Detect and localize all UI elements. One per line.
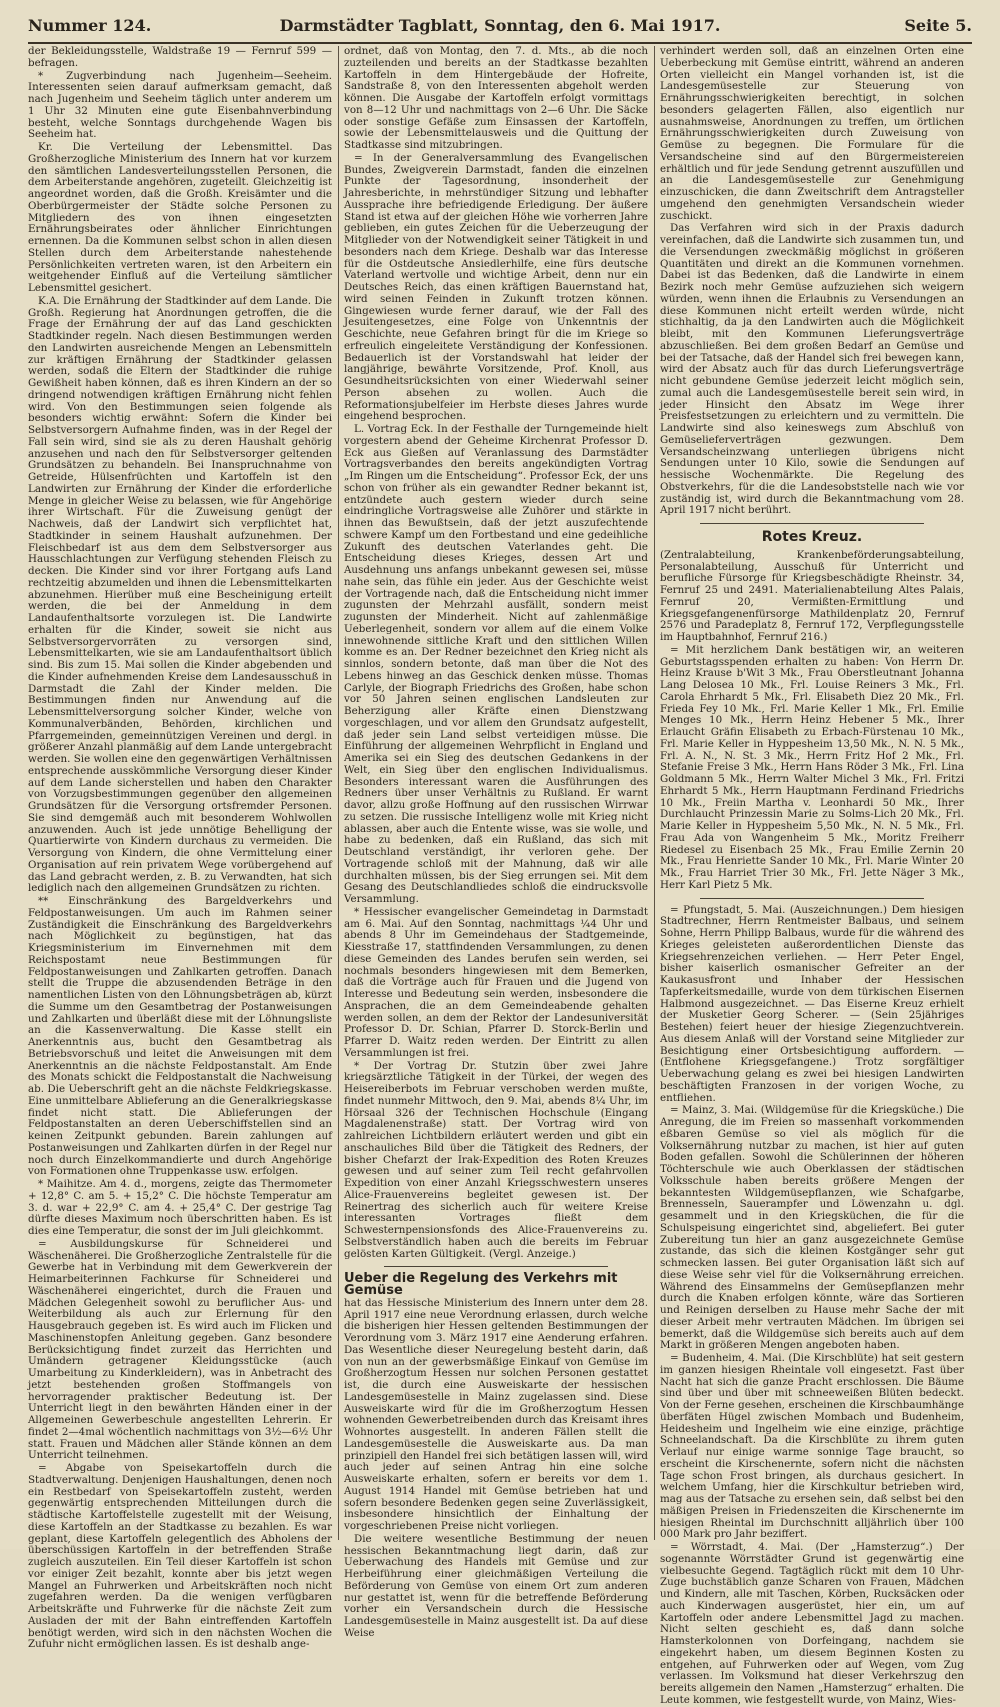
paper-title-date: Darmstädter Tagblatt, Sonntag, den 6. Mai 1917. bbox=[279, 16, 721, 35]
article-paragraph: = Ausbildungskurse für Schneiderei und Wäschenäherei. Die Großherzogliche Zentralstelle für die Gewerbe hat in Verbindung mit dem Gewerkverein der Heimarbeiterinnen Fachkurse für Schneiderei und Wäschenäherei eingerichtet, durch die Frauen und Mädchen Gelegenheit sowohl zu beruflicher Aus- und Weiterbildung als auch zur Erlernung für den Hausgebrauch gegeben ist. Es wird auch im Flicken und Maschinenstopfen Anleitung gegeben. Ganz besondere Berücksichtigung findet zurzeit das Herrichten und Umändern getragener Kleidungsstücke (auch Umarbeitung zu Kinderkleidern), was in Anbetracht des jetzt bestehenden großen Stoffmangels von hervorragender praktischer Bedeutung ist. Der Unterricht liegt in den bewährten Händen einer in der Allgemeinen Gewerbeschule angestellten Lehrerin. Er findet 2—4mal wöchentlich nachmittags von 3½—6½ Uhr statt. Frauen und Mädchen aller Stände können an dem Unterricht teilnehmen. bbox=[28, 1237, 332, 1462]
article-paragraph: K.A. Die Ernährung der Stadtkinder auf dem Lande. Die Großh. Regierung hat Anordnungen getroffen, die die Frage der Ernährung der auf das Land geschickten Stadtkinder regeln. Nach diesen Bestimmungen werden den Landwirten ausreichende Mengen an Lebensmitteln zur kräftigen Ernährung der Stadtkinder gelassen werden, sodaß die Eltern der Stadtkinder die ruhige Gewißheit haben können, daß es ihren Kindern an der so dringend notwendigen kräftigen Ernährung nicht fehlen wird. Von den Bestimmungen seien folgende als besonders wichtig erwähnt: Sofern die Kinder bei Selbstversorgern Aufnahme finden, was in der Regel der Fall sein wird, sind sie als zu deren Haushalt gehörig anzusehen und nach den für Selbstversorger geltenden Grundsätzen zu behandeln. Bei Inanspruchnahme von Getreide, Hülsenfrüchten und Kartoffeln ist den Landwirten zur Ernährung der Kinder die erforderliche Menge in gleicher Weise zu belassen, wie für Angehörige ihrer Wirtschaft. Für die Zuweisung genügt der Nachweis, daß der Landwirt sich verpflichtet hat, Stadtkinder in seinem Haushalt aufzunehmen. Der Fleischbedarf ist aus dem dem Selbstversorger aus Hausschlachtungen zur Verfügung stehenden Fleisch zu decken. Die Kinder sind vor ihrer Fortgang aufs Land rechtzeitig abzumelden und ihnen die Lebensmittelkarten abzunehmen. Hierüber muß eine Bescheinigung erteilt werden, die bei der Anmeldung in dem Landaufenthaltsorte vorzulegen ist. Die Landwirte erhalten für die Kinder, soweit sie nicht aus Selbstversorgervorräten zu versorgen sind, Lebensmittelkarten, wie sie am Landaufenthaltsort üblich sind. Bis zum 15. Mai sollen die Kinder abgebenden und die Kinder aufnehmenden Kreise dem Landesausschuß in Darmstadt die Zahl der Kinder melden. Die Bestimmungen finden nur Anwendung auf die Lebensmittelversorgung solcher Kinder, welche von Kommunalverbänden, Behörden, kirchlichen und Pfarrgemeinden, gemeinnützigen Vereinen und dergl. in größerer Anzahl planmäßig auf dem Lande untergebracht werden. Sie wollen eine den gegenwärtigen Verhältnissen entsprechende ausskömmliche Versorgung dieser Kinder auf dem Lande sicherstellen und haben den Charakter von Vorzugsbestimmungen gegenüber den allgemeinen Grundsätzen für die Versorgung ortsfremder Personen. Sie sind demgemäß auch mit besonderem Wohlwollen anzuwenden. Auch ist jede unnötige Behelligung der Quartierwirte von Kindern durchaus zu vermeiden. Die Versorgung von Kindern, die ohne Vermittelung einer Organisation auf rein privatem Wege vorübergehend auf das Land gebracht werden, z. B. zu Verwandten, hat sich lediglich nach den allgemeinen Grundsätzen zu richten. bbox=[28, 294, 332, 895]
section-divider bbox=[700, 898, 924, 899]
section-headline: Ueber die Regelung des Verkehrs mit Gemüse bbox=[344, 1271, 618, 1298]
column-3 bbox=[660, 45, 964, 1706]
article-paragraph: (Zentralabteilung, Krankenbeförderungsabteilung, Personalabteilung, Ausschuß für Unterricht und berufliche Fürsorge für Kriegsbeschädigte Rheinstr. 34, Fernruf 25 und 2491. Materialienabteilung Altes Palais, Fernruf 20, Vermißten-Ermittlung und Kriegsgefangenenfürsorge Mathildenplatz 20, Fernruf 2576 und Paradeplatz 8, Fernruf 172, Verpflegungsstelle im Hauptbahnhof, Fernruf 216.) bbox=[660, 548, 964, 643]
article-paragraph: ordnet, daß von Montag, den 7. d. Mts., ab die noch zuzteilenden und bereits an der Stadtkasse bezahlten Kartoffeln in dem Hintergebäude der Hofreite, Sandstraße 8, von den Interessenten abgeholt werden können. Die Ausgabe der Kartoffeln erfolgt vormittags von 8—12 Uhr und nachmittags von 2—6 Uhr. Die Säcke oder sonstige Gefäße zum Einsassen der Kartoffeln, sowie der Lebensmittelausweis und die Quittung der Stadtkasse sind mitzubringen. bbox=[344, 45, 648, 151]
article-paragraph: = Pfungstadt, 5. Mai. (Auszeichnungen.) Dem hiesigen Stadtrechner, Herrn Rentmeister Balbaus, und seinem Sohne, Herrn Philipp Balbaus, wurde für die während des Krieges geleisteten außerordentlichen Dienste das Kriegsehrenzeichen verliehen. — Herr Peter Engel, bisher kaiserlich osmanischer Gefreiter an der Kaukasusfront und Inhaber der Hessischen Tapferkeitsmedaille, wurde von dem türkischen Eisernen Halbmond ausgezeichnet. — Das Eiserne Kreuz erhielt der Musketier Georg Scherer. — (Sein 25jähriges Bestehen) feiert heuer der hiesige Ziegenzuchtverein. Aus diesem Anlaß will der Vorstand seine Mitglieder zur Besichtigung einer Ortsbesichtigung auffordern. — (Entflohene Kriegsgefangene.) Trotz sorgfältiger Ueberwachung gelang es zwei bei hiesigen Landwirten beschäftigten Franzosen in der vorigen Woche, zu entfliehen. bbox=[660, 903, 964, 1104]
article-paragraph: verhindert werden soll, daß an einzelnen Orten eine Ueberbeckung mit Gemüse eintritt, während an anderen Orten vielleicht ein Mangel vorhanden ist, ist die Landesgemüsestelle zur Steuerung von Ernährungsschwierigkeiten berechtigt, in solchen besonders gelagerten Fällen, also eigentlich nur ausnahmsweise, Anordnungen zu treffen, um örtlichen Ernährungsschwierigkeiten durch Zuweisung von Gemüse zu begegnen. Die Formulare für die Versandscheine sind auf den Bürgermeistereien erhältlich und für jede Sendung getrennt auszufüllen und an die Landesgemüsestelle zur Genehmigung einzuschicken, die dann Zweitschrift dem Antragsteller umgehend den genehmigten Versandschein wieder zuschickt. bbox=[660, 45, 964, 222]
article-paragraph: = Abgabe von Speisekartoffeln durch die Stadtverwaltung. Denjenigen Haushaltungen, denen noch ein Restbedarf von Speisekartoffeln zusteht, werden gegenwärtig entsprechenden Mitteilungen durch die städtische Kartoffelstelle zugestellt mit der Weisung, diese Kartoffeln an der Stadtkasse zu bezahlen. Es war geplant, diese Kartoffeln gelegentlich des Abholens der überschüssigen Kartoffeln in der betreffenden Straße zugleich auszuteilen. Ein Teil dieser Kartoffeln ist schon vor einiger Zeit bezahlt, konnte aber bis jetzt wegen Mangel an Fuhrwerken und Arbeitskräften noch nicht zugefahren werden. Da die wenigen verfügbaren Arbeitskräfte und Fuhrwerke für die nächste Zeit zum Ausladen der mit der Bahn eintreffenden Kartoffeln benötigt werden, wird sich in den nächsten Wochen die Zufuhr nicht ermöglichen lassen. Es ist deshalb ange- bbox=[28, 1462, 332, 1651]
article-paragraph: Die weitere wesentliche Bestimmung der neuen hessischen Bekanntmachung liegt darin, daß zur Ueberwachung des Handels mit Gemüse und zur Herbeiführung einer gleichmäßigen Verteilung die Beförderung von Gemüse von einem Ort zum anderen nur gestattet ist, wenn für die betreffende Beförderung vorher ein Versandschein durch die Hessische Landesgemüsestelle in Mainz ausgestellt ist. Da auf diese Weise bbox=[344, 1532, 648, 1639]
article-paragraph: * Der Vortrag Dr. Stutzin über zwei Jahre kriegsärztliche Tätigkeit in der Türkei, der wegen des Heisereiberbots im Februar verschoben werden mußte, findet nunmehr Mittwoch, den 9. Mai, abends 8¼ Uhr, im Hörsaal 326 der Technischen Hochschule (Eingang Magdalenenstraße) statt. Der Vortrag wird von zahlreichen Lichtbildern erläutert werden und gibt ein anschauliches Bild über die Tätigkeit des Redners, der bisher Chefarzt der Irak-Expedition des Roten Kreuzes gewesen und auf seiner zum Teil recht gefahrvollen Expedition von einer Anzahl Kriegsschwestern unseres Alice-Frauenvereins begleitet gewesen ist. Der Reinertrag des sicherlich auch für weitere Kreise interessanten Vortrages fließt dem Schwesternpensionsfonds des Alice-Frauenvereins zu. Selbstverständlich haben auch die bereits im Februar gelösten Karten Gültigkeit. (Vergl. Anzeige.) bbox=[344, 1059, 648, 1260]
article-paragraph: = Mainz, 3. Mai. (Wildgemüse für die Kriegsküche.) Die Anregung, die im Freien so massenhaft vorkommenden eßbaren Gemüse so viel als möglich für die Volksernährung nutzbar zu machen, ist hier auf guten Boden gefallen. Sowohl die Schülerinnen der höheren Töchterschule wie auch Oberklassen der städtischen Volksschule haben bereits größere Mengen der bekanntesten Wildgemüsepflanzen, wie Schafgarbe, Brennesseln, Sauerampfer und Löwenzahn u. dgl. gesammelt und in den Kriegsküchen, die für die Schulspeisung eingerichtet sind, abgeliefert. Bei guter Zubereitung tun hier an ganz ausgezeichnete Gemüse zustande, das sich die kleinen Kostgänger sehr gut schmecken lassen. Bei guter Organisation läßt sich auf diese Weise sehr viel für die Volksernährung erreichen. Während des Einsammelns der Gemüsepflanzen mehr durch die Knaben erfolgen könnte, wäre das Sortieren und Reinigen derselben zu Hause mehr Sache der mit dieser Arbeit mehr vertrauten Mädchen. Im übrigen sei bemerkt, daß die Wildgemüse sich bereits auch auf dem Markt in größeren Mengen angeboten haben. bbox=[660, 1104, 964, 1352]
page-number: Seite 5. bbox=[904, 16, 972, 35]
issue-number: Nummer 124. bbox=[28, 16, 152, 35]
article-paragraph: hat das Hessische Ministerium des Innern unter dem 28. April 1917 eine neue Verordnung erlassen, durch welche die bisherigen hier Hessen geltenden Bestimmungen der Verordnung vom 3. März 1917 eine Aenderung erfahren. Das Wesentliche dieser Neuregelung besteht darin, daß von nun an der gewerbsmäßige Einkauf von Gemüse im Großherzogtum Hessen nur solchen Personen gestattet ist, die durch eine Ausweiskarte der hessischen Landesgemüsestelle in Mainz zugelassen sind. Diese Ausweiskarte wird für die im Großherzogtum Hessen wohnenden Gewerbetreibenden durch das Kreisamt ihres Wohnortes ausgestellt. In anderen Fällen stellt die Landesgemüsestelle die Ausweiskarte aus. Da man prinzipiell den Handel frei sich betätigen lassen will, wird auch jeder auf seinen Antrag hin eine solche Ausweiskarte erhalten, sofern er bereits vor dem 1. August 1914 Handel mit Gemüse betrieben hat und sofern besondere Bedenken gegen seine Zuverlässigkeit, insbesondere hinsichtlich der Einhaltung der vorgeschriebenen Preise nicht vorliegen. bbox=[344, 1296, 648, 1532]
column-1 bbox=[28, 45, 332, 1651]
article-paragraph: = Wörrstadt, 4. Mai. (Der „Hamsterzug“.) Der sogenannte Wörrstädter Grund ist gegenwärtig eine vielbesuchte Gegend. Tagtäglich rückt mit dem 10 Uhr-Zuge buchstäblich ganze Scharen von Frauen, Mädchen und Kindern, alle mit Taschen, Körben, Rucksäcken oder auch Kinderwagen ausgerüstet, hier ein, um auf Kartoffeln oder andere Lebensmittel Jagd zu machen. Nicht selten geschieht es, daß dann solche Hamsterkolonnen von Dorfeingang, nachdem sie eingekehrt haben, um diesem Beginnen Kosten zu entgehen, auf Fuhrwerken oder auf Wegen, vom Zug verlassen. Im Volksmund hat dieser Verkehrszug den bereits allgemein den Namen „Hamsterzug“ erhalten. Die Leute kommen, wie festgestellt wurde, von Mainz, Wies- bbox=[660, 1541, 964, 1706]
article-paragraph: der Bekleidungsstelle, Waldstraße 19 — Fernruf 599 — befragen. bbox=[28, 45, 332, 69]
article-paragraph: Kr. Die Verteilung der Lebensmittel. Das Großherzogliche Ministerium des Innern hat vor kurzem den sämtlichen Landesverteilungsstellen Personen, die dem Arbeiterstande angehören, zugeteilt. Gleichzeitig ist angeordnet worden, daß die Großh. Kreisämter und die Oberbürgermeister der Städte solche Personen zu Mitgliedern des von ihnen eingesetzten Ernährungsbeirates oder ähnlicher Einrichtungen ernennen. Da die Kommunen selbst schon in allen diesen Stellen durch dem Arbeiterstande nahestehende Persönlichkeiten vertreten waren, ist den Arbeitern ein weitgehender Einfluß auf die Verteilung sämtlicher Lebensmittel gesichert. bbox=[28, 141, 332, 294]
article-paragraph: * Hessischer evangelischer Gemeindetag in Darmstadt am 6. Mai. Auf den Sonntag, nachmittags ¼4 Uhr und abends 8 Uhr im Gemeindehaus der Stadtgemeinde, Kiesstraße 17, stattfindenden Versammlungen, zu denen diese Gemeinden des Landes berufen sein werden, sei nochmals besonders hingewiesen mit dem Bemerken, daß die Vorträge auch für Frauen und die Jugend von Interesse und Bedeutung sein werden, insbesondere die Ansprachen, die an dem Gemeindeabende gehalten werden sollen, an dem der Rektor der Landesuniversität Professor D. Dr. Schian, Pfarrer D. Storck-Berlin und Pfarrer D. Waitz reden werden. Der Eintritt zu allen Versammlungen ist frei. bbox=[344, 905, 648, 1059]
section-divider bbox=[700, 523, 924, 524]
section-headline: Rotes Kreuz. bbox=[761, 529, 863, 545]
article-paragraph: = Mit herzlichem Dank bestätigen wir, an weiteren Geburtstagsspenden erhalten zu haben: Von Herrn Dr. Heinz Krause b'Wit 3 Mk., Frau Oberstleutnant Johanna Lang Delosea 10 Mk., Frl. Louise Reiners 3 Mk., Frl. Carola Ehrhardt 5 Mk., Frl. Elisabeth Diez 20 Mk., Frl. Frieda Fey 10 Mk., Frl. Marie Keller 1 Mk., Frl. Emilie Menges 10 Mk., Herrn Heinz Hebener 5 Mk., Ihrer Erlaucht Gräfin Elisabeth zu Erbach-Fürstenau 10 Mk., Frl. Marie Keller in Hyppesheim 13,50 Mk., N. N. 5 Mk., Frl. A. N., N. St. 3 Mk., Herrn Fritz Hof 2 Mk., Frl. Stefanie Freise 3 Mk., Herrn Hans Röder 3 Mk., Frl. Lina Goldmann 5 Mk., Herrn Walter Michel 3 Mk., Frl. Fritzi Ehrhardt 5 Mk., Herrn Hauptmann Ferdinand Friedrichs 10 Mk., Freiin Martha v. Leonhardi 50 Mk., Ihrer Durchlaucht Prinzessin Marie zu Solms-Lich 20 Mk., Frl. Marie Keller in Hyppesheim 5,50 Mk., N. N. 5 Mk., Frl. Frau Ada von Wangenheim 5 Mk., Moritz Freiherr Riedesel zu Eisenbach 25 Mk., Frau Emilie Zernin 20 Mk., Frau Henriette Sander 10 Mk., Frl. Marie Winter 20 Mk., Frau Harriet Trier 30 Mk., Frl. Jette Näger 3 Mk., Herr Karl Pietz 5 Mk. bbox=[660, 643, 964, 891]
article-paragraph: L. Vortrag Eck. In der Festhalle der Turngemeinde hielt vorgestern abend der Geheime Kirchenrat Professor D. Eck aus Gießen auf Veranlassung des Darmstädter Vortragsverbandes den bereits angekündigten Vortrag „Im Ringen um die Entscheidung“. Professor Eck, der uns schon von früher als ein gewandter Redner bekannt ist, entzündete auch gestern wieder durch seine eindringliche Vortragsweise alle Zuhörer und stärkte in ihnen das Bewußtsein, daß der jetzt auszufechtende schwere Kampf um den Fortbestand und eine gedeihliche Zukunft des deutschen Vaterlandes geht. Die Entscheidung dieses Krieges, dessen Art und Ausdehnung uns anfangs unbekannt gewesen sei, müsse nahe sein, das fühle ein jeder. Aus der Geschichte weist der Vortragende nach, daß die Entscheidung nicht immer zugunsten der Mehrzahl ausfällt, sondern meist zugunsten der Minderheit. Nicht auf zahlenmäßige Ueberlegenheit, sondern vor allem auf die einem Volke innewohnende sittliche Kraft und den sittlichen Willen komme es an. Der Redner bezeichnet den Krieg nicht als sinnlos, sondern betonte, daß man über die Not des Lebens hinweg an das Geschick denken müsse. Thomas Carlyle, der Biograph Friedrichs des Großen, habe schon vor 50 Jahren seinen englischen Landsleuten zur Beherzigung aller Kräfte einen Dienstzwang vorgeschlagen, und vor allem den Grundsatz aufgestellt, daß jeder sein Land selbst verteidigen müsse. Die Einführung der allgemeinen Wehrpflicht in England und Amerika sei ein Sieg des deutschen Gedankens in der Welt, ein Sieg über den englischen Individualismus. Besonders interessant waren die Ausführungen des Redners über unser Verhältnis zu Rußland. Er warnt davor, allzu große Hoffnung auf den russischen Wirrwar zu setzen. Die russische Intelligenz wolle mit Krieg nicht ablassen, aber auch die Entente wisse, was sie wolle, und habe zu bedenken, daß ein Rußland, das sich mit Deutschland verständigt, ihr verloren gehe. Der Vortragende schloß mit der Mahnung, daß wir alle durchhalten müssen, bis der Sieg errungen sei. Mit dem Gesang des Deutschlandliedes schloß die eindrucksvolle Versammlung. bbox=[344, 423, 648, 905]
column-2 bbox=[344, 45, 648, 1639]
section-divider bbox=[384, 1266, 608, 1267]
article-paragraph: = Budenheim, 4. Mai. (Die Kirschblüte) hat seit gestern im ganzen hiesigen Rheintale voll eingesetzt. Fast über Nacht hat sich die ganze Pracht erschlossen. Die Bäume sind über und über mit schneeweißen Blüten bedeckt. Von der Ferne gesehen, erscheinen die Kirschbaumhänge überfäten Hügel zwischen Mombach und Budenheim, Heidesheim und Ingelheim wie eine einzige, prächtige Schneelandschaft. Da die Kirschblüte zu ihrem guten Verlauf nur einige warme sonnige Tage braucht, so erscheint die Kirschenernte, sofern nicht die nächsten Tage schon Frost bringen, als durchaus gesichert. In welchem Umfang, hier die Kirschkultur betrieben wird, mag aus der Tatsache zu ersehen sein, daß selbst bei den mäßigen Preisen in Friedenszeiten die Kirschenernte im hiesigen Rheintal im Durchschnitt alljährlich über 100 000 Mark pro Jahr beziffert. bbox=[660, 1352, 964, 1541]
article-paragraph: = In der Generalversammlung des Evangelischen Bundes, Zweigverein Darmstadt, fanden die einzelnen Punkte der Tagesordnung, insonderheit der Jahresberichte, in mehrstündiger Sitzung und lebhafter Aussprache ihre befriedigende Erledigung. Der äußere Stand ist etwa auf der gleichen Höhe wie vorherren Jahre geblieben, ein gutes Zeichen für die Ueberzeugung der Mitglieder von der Notwendigkeit seiner Tätigkeit in und besonders nach dem Kriege. Deshalb war das Interesse für die Ostdeutsche Ansiedlerhilfe, eine fürs deutsche Vaterland wertvolle und wichtige Arbeit, denn nur ein Deutsches Reich, das einen kräftigen Bauernstand hat, wird seinen Feinden in Zukunft trotzen können. Gingewiesen wurde ferner darauf, wie der Fall des Jesuitengesetzes, eine Folge von Unkenntnis der Geschichte, neue Gefahren bringt für die im Kriege so erfreulich eingeleitete Verständigung der Konfessionen. Bedauerlich ist der Vorstandswahl hat leider der langjährige, bewährte Vorsitzende, Prof. Knoll, aus Gesundheitsrücksichten von einer Wiederwahl seiner Person absehen zu wollen. Auch die Reformationsjubelfeier im Herbste dieses Jahres wurde eingehend besprochen. bbox=[344, 151, 648, 423]
article-paragraph: * Maihitze. Am 4. d., morgens, zeigte das Thermometer + 12,8° C. am 5. + 15,2° C. Die höchste Temperatur am 3. d. war + 22,9° C. am 4. + 25,4° C. Der gestrige Tag dürfte dieses Maximum noch überschritten haben. Es ist dies eine Temperatur, die sonst der im Juli gleichkommt. bbox=[28, 1178, 332, 1237]
column-rule bbox=[338, 46, 339, 1540]
article-paragraph: * Zugverbindung nach Jugenheim—Seeheim. Interessenten seien darauf aufmerksam gemacht, daß nach Jugenheim und Seeheim täglich unter anderem um 1 Uhr 32 Minuten eine gute Eisenbahnverbindung besteht, welche Sonntags durchgehende Wagen bis Seeheim hat. bbox=[28, 69, 332, 141]
article-paragraph: Das Verfahren wird sich in der Praxis dadurch vereinfachen, daß die Landwirte sich zusammen tun, und die Versendungen zweckmäßig möglichst in größeren Quantitäten und direkt an die Kommunen vornehmen. Dabei ist das Bedenken, daß die Landwirte in einem Bezirk noch mehr Gemüse aufzuziehen sich weigern würden, wenn ihnen die Erlaubnis zu Versendungen an diese Kommunen nicht erteilt werden würde, nicht stichhaltig, da ja den Landwirten auch die Möglichkeit bleibt, mit den Kommunen Lieferungsverträge abzuschließen. Bei dem großen Bedarf an Gemüse und bei der Tatsache, daß der Handel sich frei bewegen kann, wird der Absatz auch für das durch Lieferungsverträge nicht gebundene Gemüse jederzeit leicht möglich sein, zumal auch die Landesgemüsestelle bereit sein wird, in jeder Hinsicht den Absatz im Wege ihrer Preisfestsetzungen zu erleichtern und zu vermitteln. Die Landwirte sind also keineswegs zum Abschluß von Gemüselieferverträgen gezwungen. Dem Versandscheinzwang unterliegen übrigens nicht Sendungen unter 10 Kilo, sowie die Sendungen auf hessische Wochenmärkte. Die Regelung des Obstverkehrs, für die die Landesobststelle nach wie vor zuständig ist, wird durch die Bekanntmachung vom 28. April 1917 nicht berührt. bbox=[660, 222, 964, 517]
article-paragraph: ** Einschränkung des Bargeldverkehrs und Feldpostanweisungen. Um auch im Rahmen seiner Zuständigkeit die Einschränkung des Bargeldverkehrs nach Möglichkeit zu begünstigen, hat das Kriegsministerium im Einvernehmen mit dem Reichspostamt neue Bestimmungen für Feldpostanweisungen und Zahlkarten getroffen. Danach stellt die Truppe die abzusendenden Beträge in den namentlichen Listen von den Löhnungsbeträgen ab, kürzt die Summe um den Gesamtbetrag der Postanweisungen und Zahlkarten und überläßt diese mit der Löhnungsliste an die Kassenverwaltung. Die Kasse stellt ein Anerkenntnis aus, bucht den Gesamtbetrag als Betriebsvorschuß und leitet die Anweisungen mit dem Anerkenntnis an die nächste Feldpostanstalt. Am Ende des Monats schickt die Feldpostanstalt die Nachweisung ab. Die Ueberschrift geht an die nächste Feldkriegskasse. Eine unmittelbare Ablieferung an die Generalkriegskasse findet nicht statt. Die Ablieferungen der Feldpostanstalten an deren Ueberschiffstellen sind an keinen Zeitpunkt gebunden. Barein zahlungen auf Postanweisungen und Zahlkarten dürfen in der Regel nur noch durch Einzelkommandierte und durch Angehörige von Formationen ohne Truppenkasse usw. erfolgen. bbox=[28, 895, 332, 1178]
column-rule bbox=[654, 46, 655, 1540]
masthead bbox=[28, 12, 972, 44]
